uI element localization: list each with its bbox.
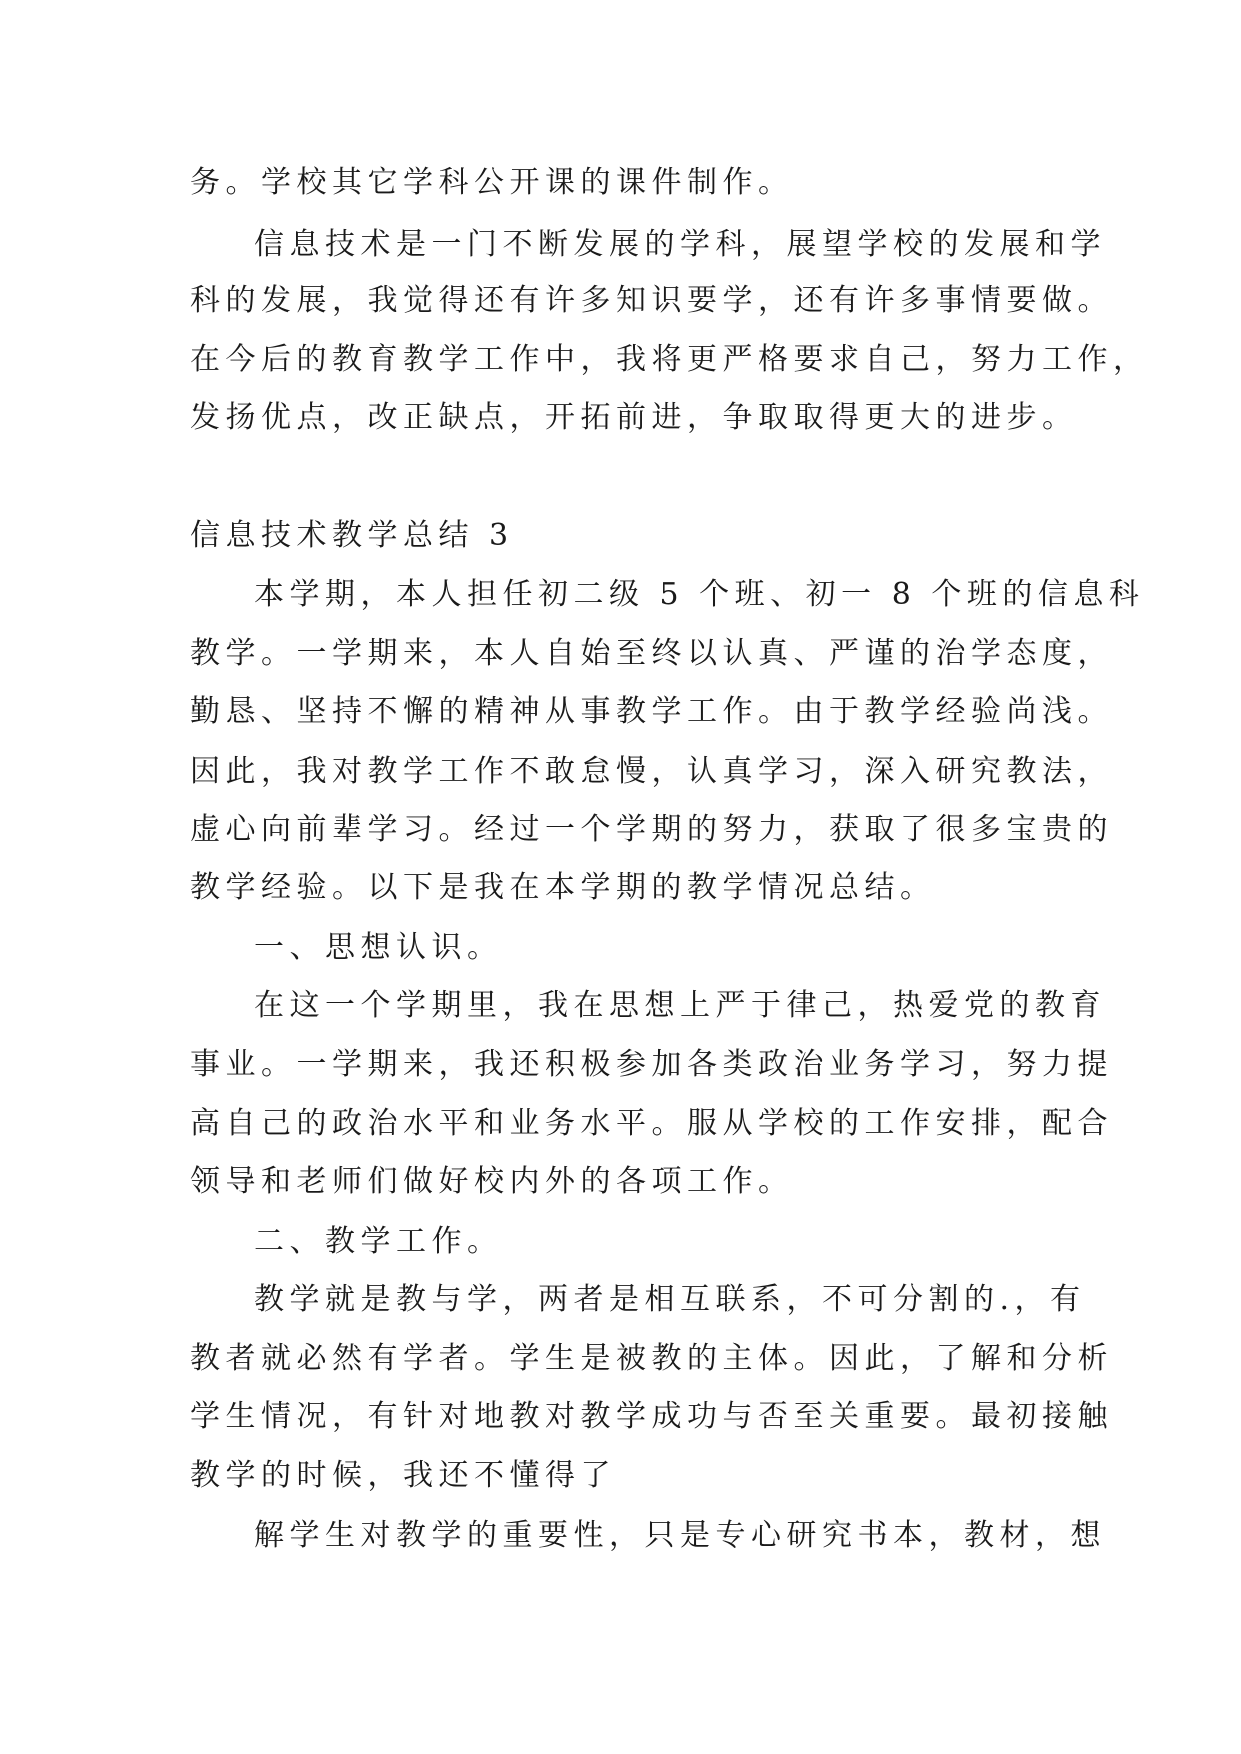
text-line: 教学。一学期来，本人自始至终以认真、严谨的治学态度， [190, 636, 1113, 671]
text-line: 在今后的教育教学工作中，我将更严格要求自己，努力工作， [190, 342, 1149, 377]
text-line: 因此，我对教学工作不敢怠慢，认真学习，深入研究教法， [190, 754, 1113, 789]
text-line: 务。学校其它学科公开课的课件制作。 [190, 165, 794, 200]
text-line: 高自己的政治水平和业务水平。服从学校的工作安排，配合 [190, 1106, 1113, 1141]
paragraph-line: 本学期，本人担任初二级 5 个班、初一 8 个班的信息科 [254, 577, 1145, 612]
paragraph-line: 在这一个学期里，我在思想上严于律己，热爱党的教育 [254, 988, 1106, 1023]
text-line: 领导和老师们做好校内外的各项工作。 [190, 1164, 794, 1199]
text-line: 教者就必然有学者。学生是被教的主体。因此，了解和分析 [190, 1341, 1113, 1376]
paragraph-line: 教学就是教与学，两者是相互联系，不可分割的.，有 [254, 1282, 1086, 1317]
text-line: 事业。一学期来，我还积极参加各类政治业务学习，努力提 [190, 1047, 1113, 1082]
text-line: 发扬优点，改正缺点，开拓前进，争取取得更大的进步。 [190, 400, 1078, 435]
subheading-teaching: 二、教学工作。 [254, 1224, 503, 1259]
text-line: 教学的时候，我还不懂得了 [190, 1458, 616, 1493]
section-heading: 信息技术教学总结 3 [190, 518, 514, 553]
text-line: 科的发展，我觉得还有许多知识要学，还有许多事情要做。 [190, 283, 1113, 318]
subheading-thought: 一、思想认识。 [254, 930, 503, 965]
text-line: 勤恳、坚持不懈的精神从事教学工作。由于教学经验尚浅。 [190, 694, 1113, 729]
paragraph-line: 解学生对教学的重要性，只是专心研究书本，教材，想 [254, 1518, 1106, 1553]
text-line: 学生情况，有针对地教对教学成功与否至关重要。最初接触 [190, 1399, 1113, 1434]
text-line: 教学经验。以下是我在本学期的教学情况总结。 [190, 870, 936, 905]
paragraph-line: 信息技术是一门不断发展的学科，展望学校的发展和学 [254, 227, 1106, 262]
text-line: 虚心向前辈学习。经过一个学期的努力，获取了很多宝贵的 [190, 812, 1113, 847]
